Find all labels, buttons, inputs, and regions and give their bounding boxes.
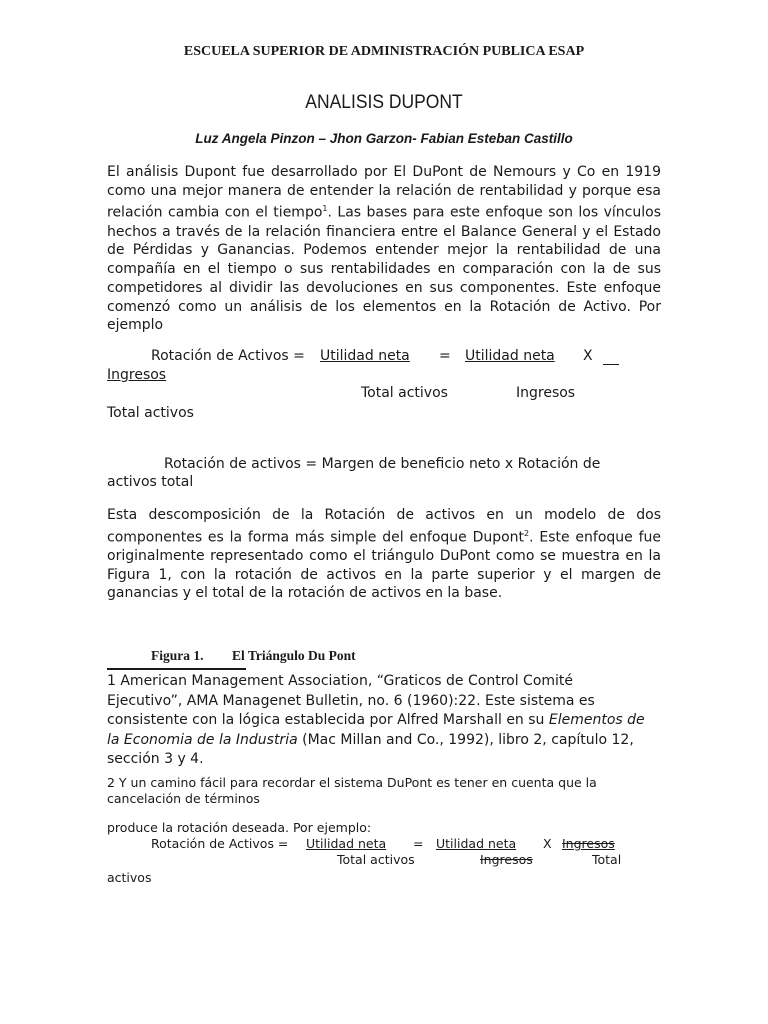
fn2-eq-denominator-3a: Total [592,852,622,867]
eq1-equals: = [439,348,451,364]
footnote1-text-b: (Mac Millan and Co., 1992), libro 2, capítulo 12, sección 3 y 4. [107,731,634,767]
eq1-lhs: Rotación de Activos = [151,348,305,364]
intro-paragraph [107,163,661,335]
authors-line: Luz Angela Pinzon – Jhon Garzon- Fabian Esteban Castillo [195,131,573,146]
footnote-2: 2 Y un camino fácil para recordar el sistema DuPont es tener en cuenta que la cancelación de términos [107,775,597,806]
figure-label: Figura 1. [151,648,204,663]
eq1-underline [603,364,619,365]
footnote1-text-a: 1 American Management Association, “Graticos de Control Comité Ejecutivo”, AMA Managenet Bulletin, no. 6 (1960):22. Este sistema es consistente con la lógica establecida por Alfred Marshall en su [107,673,595,728]
eq1-numerator-1: Utilidad neta [320,348,410,364]
document-title: ANALISIS DUPONT [305,92,463,113]
school-name: ESCUELA SUPERIOR DE ADMINISTRACIÓN PUBLICA ESAP [183,44,585,59]
body-paragraph-2 [107,506,661,603]
fn2-eq-denominator-3b: activos [107,870,152,885]
eq1-denominator-1: Total activos [361,385,448,401]
eq2-line-2: activos total [107,474,194,490]
eq1-numerator-3: Ingresos [107,367,167,383]
footnote-1 [107,672,647,770]
fn2-eq-equals: = [413,836,424,851]
fn2-eq-times: X [543,836,552,851]
footnote-ref-1: 1 [322,204,328,214]
eq2-line-1: Rotación de activos = Margen de beneficio neto x Rotación de [164,456,601,472]
figure-caption: El Triángulo Du Pont [232,648,356,663]
intro-text-a: El análisis Dupont fue desarrollado por El DuPont de Nemours y Co en 1919 como una mejor manera de entender la relación de rentabilidad y porque esa relación cambia con el tiempo [107,164,661,222]
fn2-eq-denominator-2: Ingresos [480,852,533,867]
body2-text-b: . Este enfoque fue originalmente representado como el triángulo DuPont como se muestra en la Figura 1, con la rotación de activos en la parte superior y el margen de ganancias y el total de la rotación de activos en la base. [107,529,662,602]
body2-text-a: Esta descomposición de la Rotación de activos en un modelo de dos componentes es la forma más simple del enfoque Dupont [107,507,661,546]
fn2-eq-denominator-1: Total activos [337,852,415,867]
intro-text-b: . Las bases para este enfoque son los vínculos hechos a través de la relación financiera entre el Balance General y el Estado de Pérdidas y Ganancias. Podemos entender mejor la rentabilidad de una compañía en el tiempo o sus rentabilidades en comparación con la de sus competidores al dividir las devoluciones en sus componentes. Este enfoque comenzó como un análisis de los elementos en la Rotación de Activo. Por ejemplo [107,205,661,334]
eq1-denominator-3: Total activos [107,405,194,421]
fn2-eq-numerator-1: Utilidad neta [306,836,387,851]
footnote2-example-intro: produce la rotación deseada. Por ejemplo: [107,820,372,835]
fn2-eq-numerator-2: Utilidad neta [436,836,517,851]
footnote-separator [107,668,246,670]
fn2-eq-numerator-3: Ingresos [562,836,615,851]
footnote-ref-2: 2 [524,528,530,538]
eq1-times: X [583,348,593,364]
eq1-numerator-2: Utilidad neta [465,348,555,364]
fn2-eq-lhs: Rotación de Activos = [151,836,289,851]
eq1-denominator-2: Ingresos [516,385,576,401]
footnote1-book-title: Elementos de la Economia de la Industria [107,712,645,748]
